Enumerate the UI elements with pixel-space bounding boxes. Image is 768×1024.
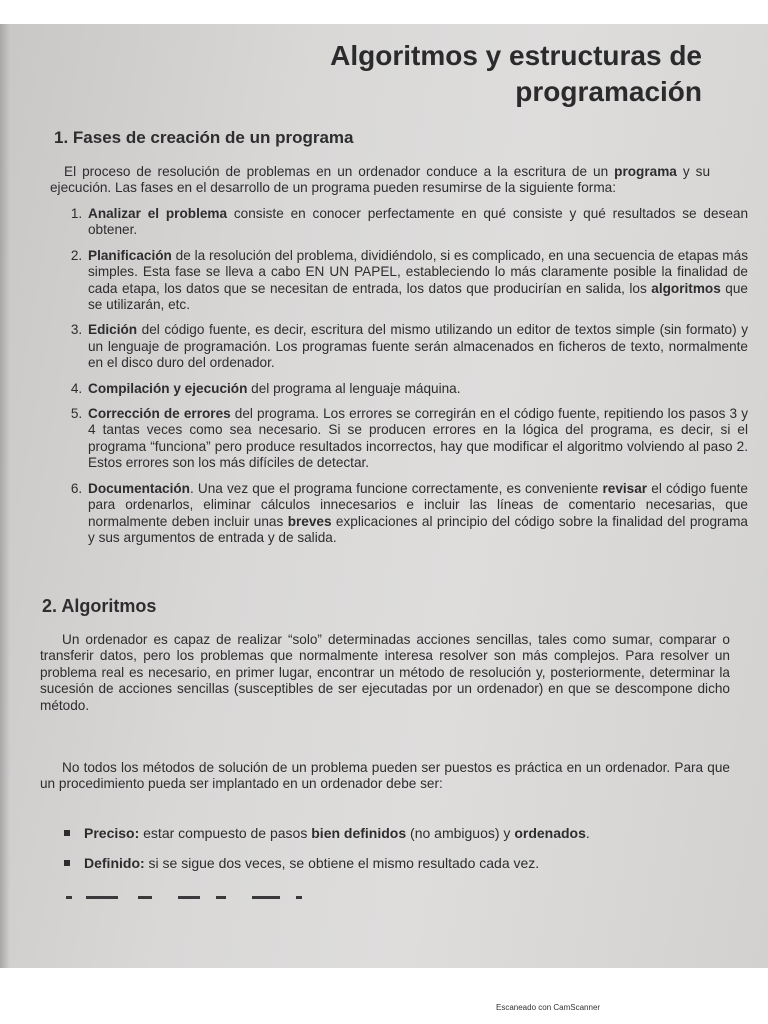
section-1-intro: El proceso de resolución de problemas en un ordenador conduce a la escritura de un programa y su ejecución. Las fases en el desarrollo de un programa pueden resumirse de la siguiente forma:: [50, 164, 711, 196]
requirement-item: Definido: si se sigue dos veces, se obtiene el mismo resultado cada vez.: [62, 854, 702, 872]
section-2-heading: 2. Algoritmos: [42, 596, 157, 616]
title-line-2: programación: [515, 76, 702, 107]
phase-item: 2. Planificación de la resolución del problema, dividiéndolo, si es complicado, en una secuencia de etapas más simples. Esta fase se lleva a cabo EN UN PAPEL, estableciendo lo más claramente posible la finalidad de cada etapa, los datos que se necesitan de entrada, los datos que producirían en salida, los algoritmos que se utilizarán, etc.: [86, 248, 748, 314]
document-title: [330, 38, 702, 110]
square-bullet-icon: [64, 830, 70, 836]
requirements-intro: No todos los métodos de solución de un problema pueden ser puestos es práctica en un ordenador. Para que un procedimiento pueda ser implantado en un ordenador debe ser:: [40, 760, 730, 792]
phase-item: 3. Edición del código fuente, es decir, escritura del mismo utilizando un editor de textos simple (sin formato) y un lenguaje de programación. Los programas fuente serán almacenados en ficheros de texto, normalmente en el disco duro del ordenador.: [86, 322, 748, 371]
page-content: [0, 24, 768, 968]
requirements-list: [62, 824, 702, 884]
section-1-heading: 1. Fases de creación de un programa: [54, 128, 354, 147]
cut-off-text-line: [66, 896, 306, 902]
algorithms-paragraph: Un ordenador es capaz de realizar “solo” determinadas acciones sencillas, tales como sumar, comparar o transferir datos, pero los problemas que normalmente interesa resolver son más complejos. Para resolver un problema real es necesario, en primer lugar, encontrar un método de resolución y, posteriormente, determinar la sucesión de acciones sencillas (susceptibles de ser ejecutadas por un ordenador) en que se descompone dicho método.: [40, 632, 730, 713]
title-line-1: Algoritmos y estructuras de: [330, 40, 702, 71]
phase-item: 4. Compilación y ejecución del programa al lenguaje máquina.: [86, 381, 748, 397]
phase-item: 6. Documentación. Una vez que el programa funcione correctamente, es conveniente revisar el código fuente para ordenarlos, eliminar cálculos innecesarios e incluir las líneas de comentario necesarias, que normalmente deben incluir unas breves explicaciones al principio del código sobre la finalidad del programa y sus argumentos de entrada y de salida.: [86, 481, 748, 547]
square-bullet-icon: [64, 860, 70, 866]
scanned-page: [0, 24, 768, 968]
phase-item: 5. Corrección de errores del programa. Los errores se corregirán en el código fuente, repitiendo los pasos 3 y 4 tantas veces como sea necesario. Si se producen errores en la lógica del programa, es decir, si el programa “funciona” pero produce resultados incorrectos, hay que modificar el algoritmo volviendo al paso 2. Estos errores son los más difíciles de detectar.: [86, 406, 748, 472]
scanner-watermark: Escaneado con CamScanner: [496, 1003, 601, 1012]
phase-item: 1. Analizar el problema consiste en conocer perfectamente en qué consiste y qué resultados se desean obtener.: [86, 206, 748, 239]
requirement-item: Preciso: estar compuesto de pasos bien definidos (no ambiguos) y ordenados.: [62, 824, 702, 842]
phases-list: [66, 206, 748, 555]
